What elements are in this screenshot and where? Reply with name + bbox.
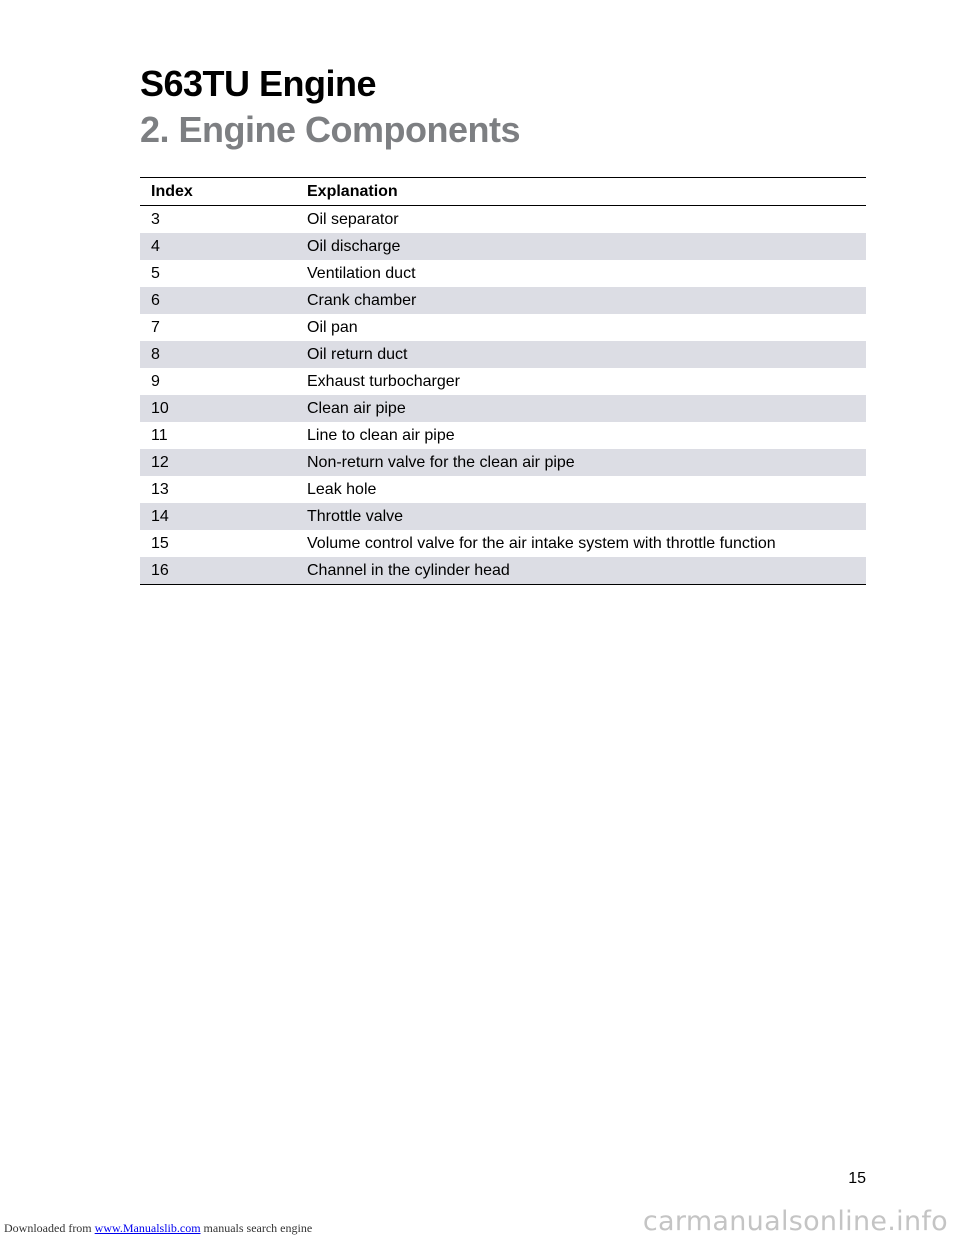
row-explanation: Volume control valve for the air intake system with throttle function xyxy=(307,534,776,552)
row-index: 16 xyxy=(140,557,296,585)
watermark: carmanualsonline.info xyxy=(642,1206,948,1237)
table-row xyxy=(140,233,866,260)
row-index: 12 xyxy=(140,449,296,476)
row-index: 9 xyxy=(151,372,160,390)
row-index: 8 xyxy=(140,341,296,368)
table-header-row xyxy=(140,178,866,206)
row-explanation: Oil discharge xyxy=(296,233,866,260)
row-index: 14 xyxy=(140,503,296,530)
row-explanation: Leak hole xyxy=(307,480,377,498)
footer-suffix: manuals search engine xyxy=(203,1221,313,1235)
table-row xyxy=(140,341,866,368)
page-number: 15 xyxy=(848,1170,866,1187)
page-subtitle: 2. Engine Components xyxy=(140,109,521,150)
table-row xyxy=(140,557,866,585)
components-table-container xyxy=(140,177,866,585)
table-row xyxy=(140,422,866,449)
components-table xyxy=(140,177,866,585)
page-title: S63TU Engine xyxy=(140,63,377,104)
row-explanation: Channel in the cylinder head xyxy=(296,557,866,585)
row-index: 6 xyxy=(140,287,296,314)
table-row xyxy=(140,449,866,476)
table-row xyxy=(140,314,866,341)
row-explanation: Exhaust turbocharger xyxy=(307,372,460,390)
row-index: 13 xyxy=(151,480,169,498)
row-explanation: Oil separator xyxy=(307,210,399,228)
row-explanation: Crank chamber xyxy=(296,287,866,314)
table-row xyxy=(140,260,866,287)
table-row xyxy=(140,368,866,395)
row-explanation: Non-return valve for the clean air pipe xyxy=(296,449,866,476)
column-header-index: Index xyxy=(140,178,296,206)
row-index: 11 xyxy=(151,426,168,444)
row-explanation: Oil return duct xyxy=(296,341,866,368)
download-footer xyxy=(4,1221,312,1236)
row-index: 10 xyxy=(140,395,296,422)
table-row xyxy=(140,476,866,503)
row-index: 4 xyxy=(140,233,296,260)
row-explanation: Throttle valve xyxy=(296,503,866,530)
row-index: 15 xyxy=(151,534,169,552)
table-row xyxy=(140,287,866,314)
table-row xyxy=(140,503,866,530)
row-index: 5 xyxy=(151,264,160,282)
row-index: 3 xyxy=(151,210,160,228)
table-row xyxy=(140,530,866,557)
manualslib-link[interactable]: www.Manualslib.com xyxy=(94,1221,201,1235)
row-explanation: Ventilation duct xyxy=(307,264,416,282)
row-explanation: Line to clean air pipe xyxy=(307,426,455,444)
footer-prefix: Downloaded from xyxy=(4,1221,92,1235)
table-row xyxy=(140,395,866,422)
row-index: 7 xyxy=(151,318,160,336)
table-row xyxy=(140,206,866,234)
row-explanation: Clean air pipe xyxy=(296,395,866,422)
column-header-explanation: Explanation xyxy=(296,178,866,206)
row-explanation: Oil pan xyxy=(307,318,358,336)
